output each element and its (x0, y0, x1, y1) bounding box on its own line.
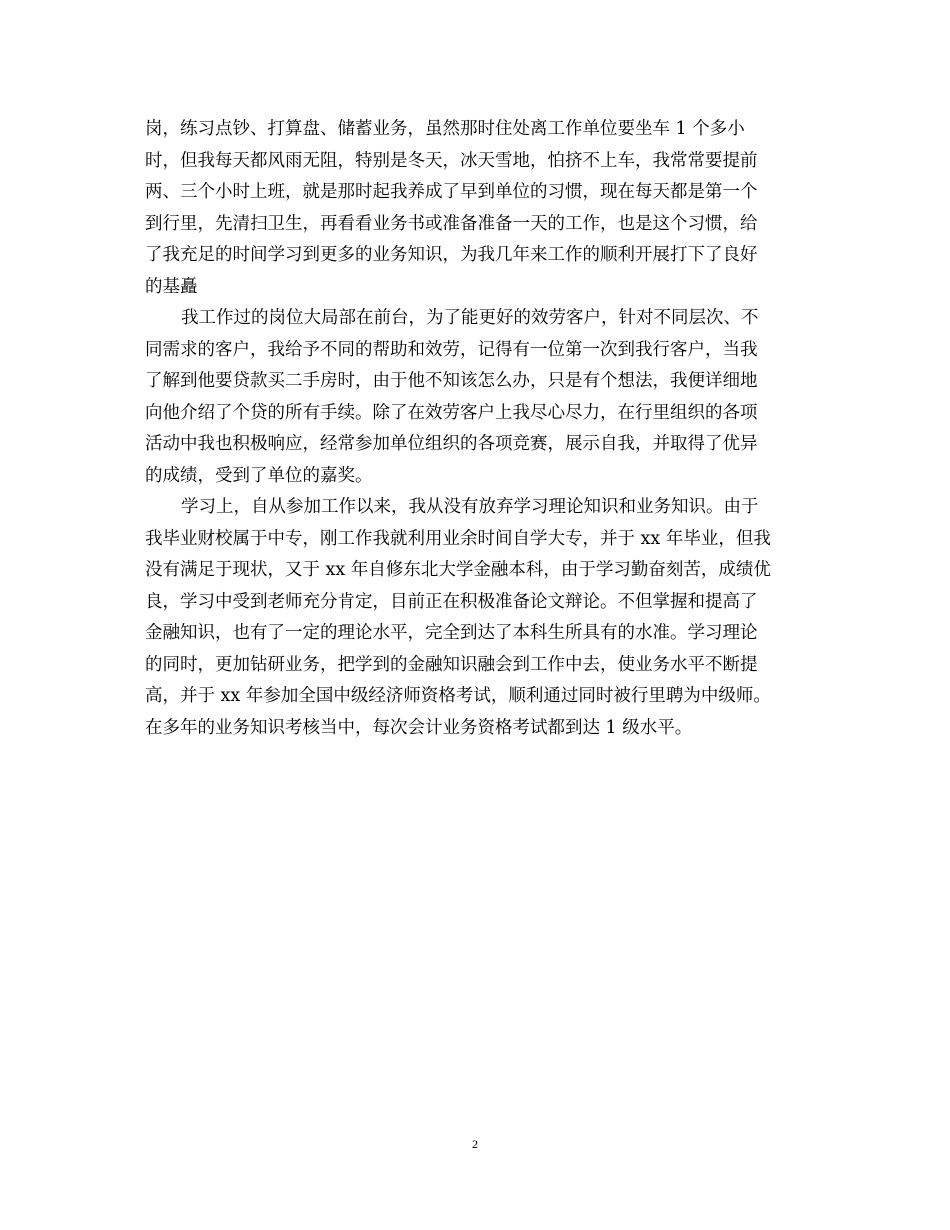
paragraph-3-line: 在多年的业务知识考核当中，每次会计业务资格考试都到达 1 级水平。 (145, 717, 693, 738)
paragraph-2-line: 了解到他要贷款买二手房时，由于他不知该怎么办，只是有个想法，我便详细地 (145, 371, 758, 391)
paragraph-2-line: 的成绩，受到了单位的嘉奖。 (145, 465, 373, 486)
paragraph-3-line: 学习上，自从参加工作以来，我从没有放弃学习理论知识和业务知识。由于 (181, 497, 759, 517)
paragraph-3-line: 我毕业财校属于中专，刚工作我就利用业余时间自学大专，并于 xx 年毕业，但我 (145, 528, 771, 549)
paragraph-1-line: 的基矗 (145, 276, 198, 297)
paragraph-2-line: 向他介绍了个贷的所有手续。除了在效劳客户上我尽心尽力，在行里组织的各项 (145, 402, 758, 423)
paragraph-2-line: 我工作过的岗位大局部在前台，为了能更好的效劳客户，针对不同层次、不 (181, 308, 759, 328)
paragraph-3-line: 的同时，更加钻研业务，把学到的金融知识融会到工作中去，使业务水平不断提 (145, 654, 758, 675)
paragraph-3-line: 高，并于 xx 年参加全国中级经济师资格考试，顺利通过同时被行里聘为中级师。 (145, 686, 771, 706)
body-text (145, 114, 805, 744)
paragraph-2-line: 同需求的客户，我给予不同的帮助和效劳，记得有一位第一次到我行客户，当我 (145, 339, 758, 360)
paragraph-2-line: 活动中我也积极响应，经常参加单位组织的各项竞赛，展示自我，并取得了优异 (145, 434, 758, 454)
paragraph-1-line: 到行里，先清扫卫生，再看看业务书或准备准备一天的工作，也是这个习惯，给 (145, 213, 758, 234)
page-number: 2 (472, 1137, 478, 1151)
paragraph-3-line: 没有满足于现状，又于 xx 年自修东北大学金融本科，由于学习勤奋刻苦，成绩优 (145, 560, 771, 580)
paragraph-1-line: 时，但我每天都风雨无阻，特别是冬天，冰天雪地，怕挤不上车，我常常要提前 (145, 150, 758, 171)
paragraph-1-line: 岗，练习点钞、打算盘、储蓄业务，虽然那时住处离工作单位要坐车 1 个多小 (145, 119, 745, 139)
paragraph-3-line: 良，学习中受到老师充分肯定，目前正在积极准备论文辩论。不但掌握和提高了 (145, 591, 758, 612)
paragraph-3-line: 金融知识，也有了一定的理论水平，完全到达了本科生所具有的水准。学习理论 (145, 623, 758, 643)
paragraph-1-line: 两、三个小时上班，就是那时起我养成了早到单位的习惯，现在每天都是第一个 (145, 182, 758, 202)
paragraph-1-line: 了我充足的时间学习到更多的业务知识，为我几年来工作的顺利开展打下了良好 (145, 245, 758, 265)
